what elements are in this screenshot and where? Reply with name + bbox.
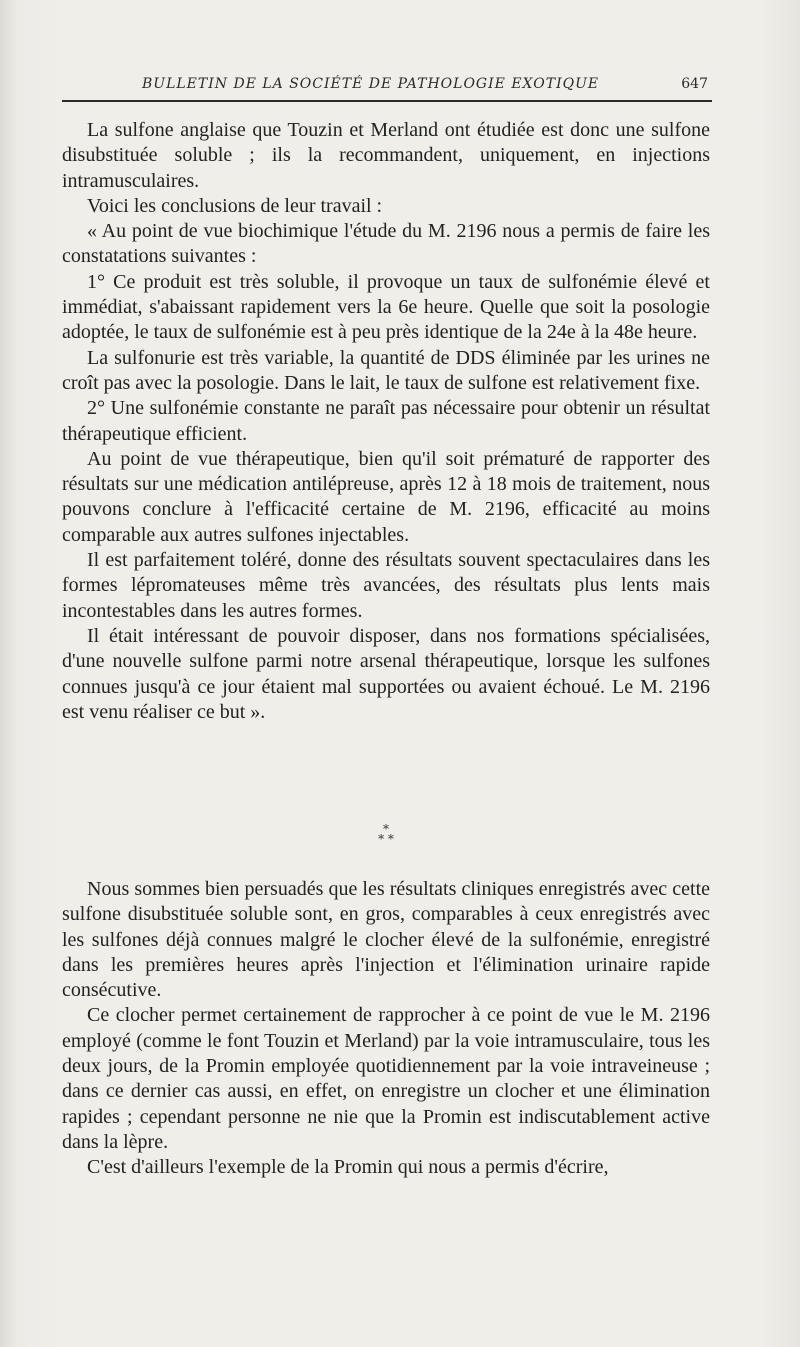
running-header: [62, 76, 712, 102]
page-number: 647: [681, 76, 708, 92]
paragraph: « Au point de vue biochimique l'étude du M. 2196 nous a permis de faire les constatations suivantes :: [62, 220, 710, 268]
paragraph: La sulfonurie est très variable, la quantité de DDS éliminée par les urines ne croît pas avec la posologie. Dans le lait, le taux de sulfone est relativement fixe.: [62, 346, 710, 394]
paragraph: C'est d'ailleurs l'exemple de la Promin qui nous a permis d'écrire,: [87, 1156, 609, 1179]
separator-stars: * *: [378, 832, 394, 846]
body-text-bottom: [62, 877, 710, 1181]
paragraph: 2° Une sulfonémie constante ne paraît pas nécessaire pour obtenir un résultat thérapeutique efficient.: [62, 397, 710, 445]
paragraph: La sulfone anglaise que Touzin et Merland ont étudiée est donc une sulfone disubstituée soluble ; ils la recommandent, uniquement, en injections intramusculaires.: [62, 119, 710, 192]
paragraph: Ce clocher permet certainement de rapprocher à ce point de vue le M. 2196 employé (comme le font Touzin et Merland) par la voie intramusculaire, tous les deux jours, de la Promin employée quotidiennement par la voie intraveineuse ; dans ce dernier cas aussi, en effet, on enregistre un clocher et une élimination rapides ; cependant personne ne nie que la Promin est indiscutablement active dans la lèpre.: [62, 1004, 710, 1153]
paragraph: Il est parfaitement toléré, donne des résultats souvent spectaculaires dans les formes lépromateuses même très avancées, des résultats plus lents mais incontestables dans les autres formes.: [62, 549, 710, 622]
section-separator: [372, 824, 400, 844]
paragraph: Voici les conclusions de leur travail :: [87, 194, 383, 217]
running-title: BULLETIN DE LA SOCIÉTÉ DE PATHOLOGIE EXOTIQUE: [142, 76, 600, 92]
paragraph: Il était intéressant de pouvoir disposer, dans nos formations spécialisées, d'une nouvelle sulfone parmi notre arsenal thérapeutique, lorsque les sulfones connues jusqu'à ce jour étaient mal supportées ou avaient échoué. Le M. 2196 est venu réaliser ce but ».: [62, 624, 710, 723]
body-text-top: [62, 118, 710, 725]
paragraph: 1° Ce produit est très soluble, il provoque un taux de sulfonémie élevé et immédiat, s'abaissant rapidement vers la 6e heure. Quelle que soit la posologie adoptée, le taux de sulfonémie est à peu près identique de la 24e à la 48e heure.: [62, 270, 710, 344]
paragraph: Au point de vue thérapeutique, bien qu'il soit prématuré de rapporter des résultats sur une médication antilépreuse, après 12 à 18 mois de traitement, nous pouvons conclure à l'efficacité certaine de M. 2196, efficacité au moins comparable aux autres sulfones injectables.: [62, 447, 710, 546]
separator-star: *: [383, 822, 389, 836]
paragraph: Nous sommes bien persuadés que les résultats cliniques enregistrés avec cette sulfone disubstituée soluble sont, en gros, comparables à ceux enregistrés avec les sulfones déjà connues malgré le clocher élevé de la sulfonémie, enregistré dans les premières heures après l'injection et l'élimination urinaire rapide consécutive.: [62, 878, 710, 1002]
